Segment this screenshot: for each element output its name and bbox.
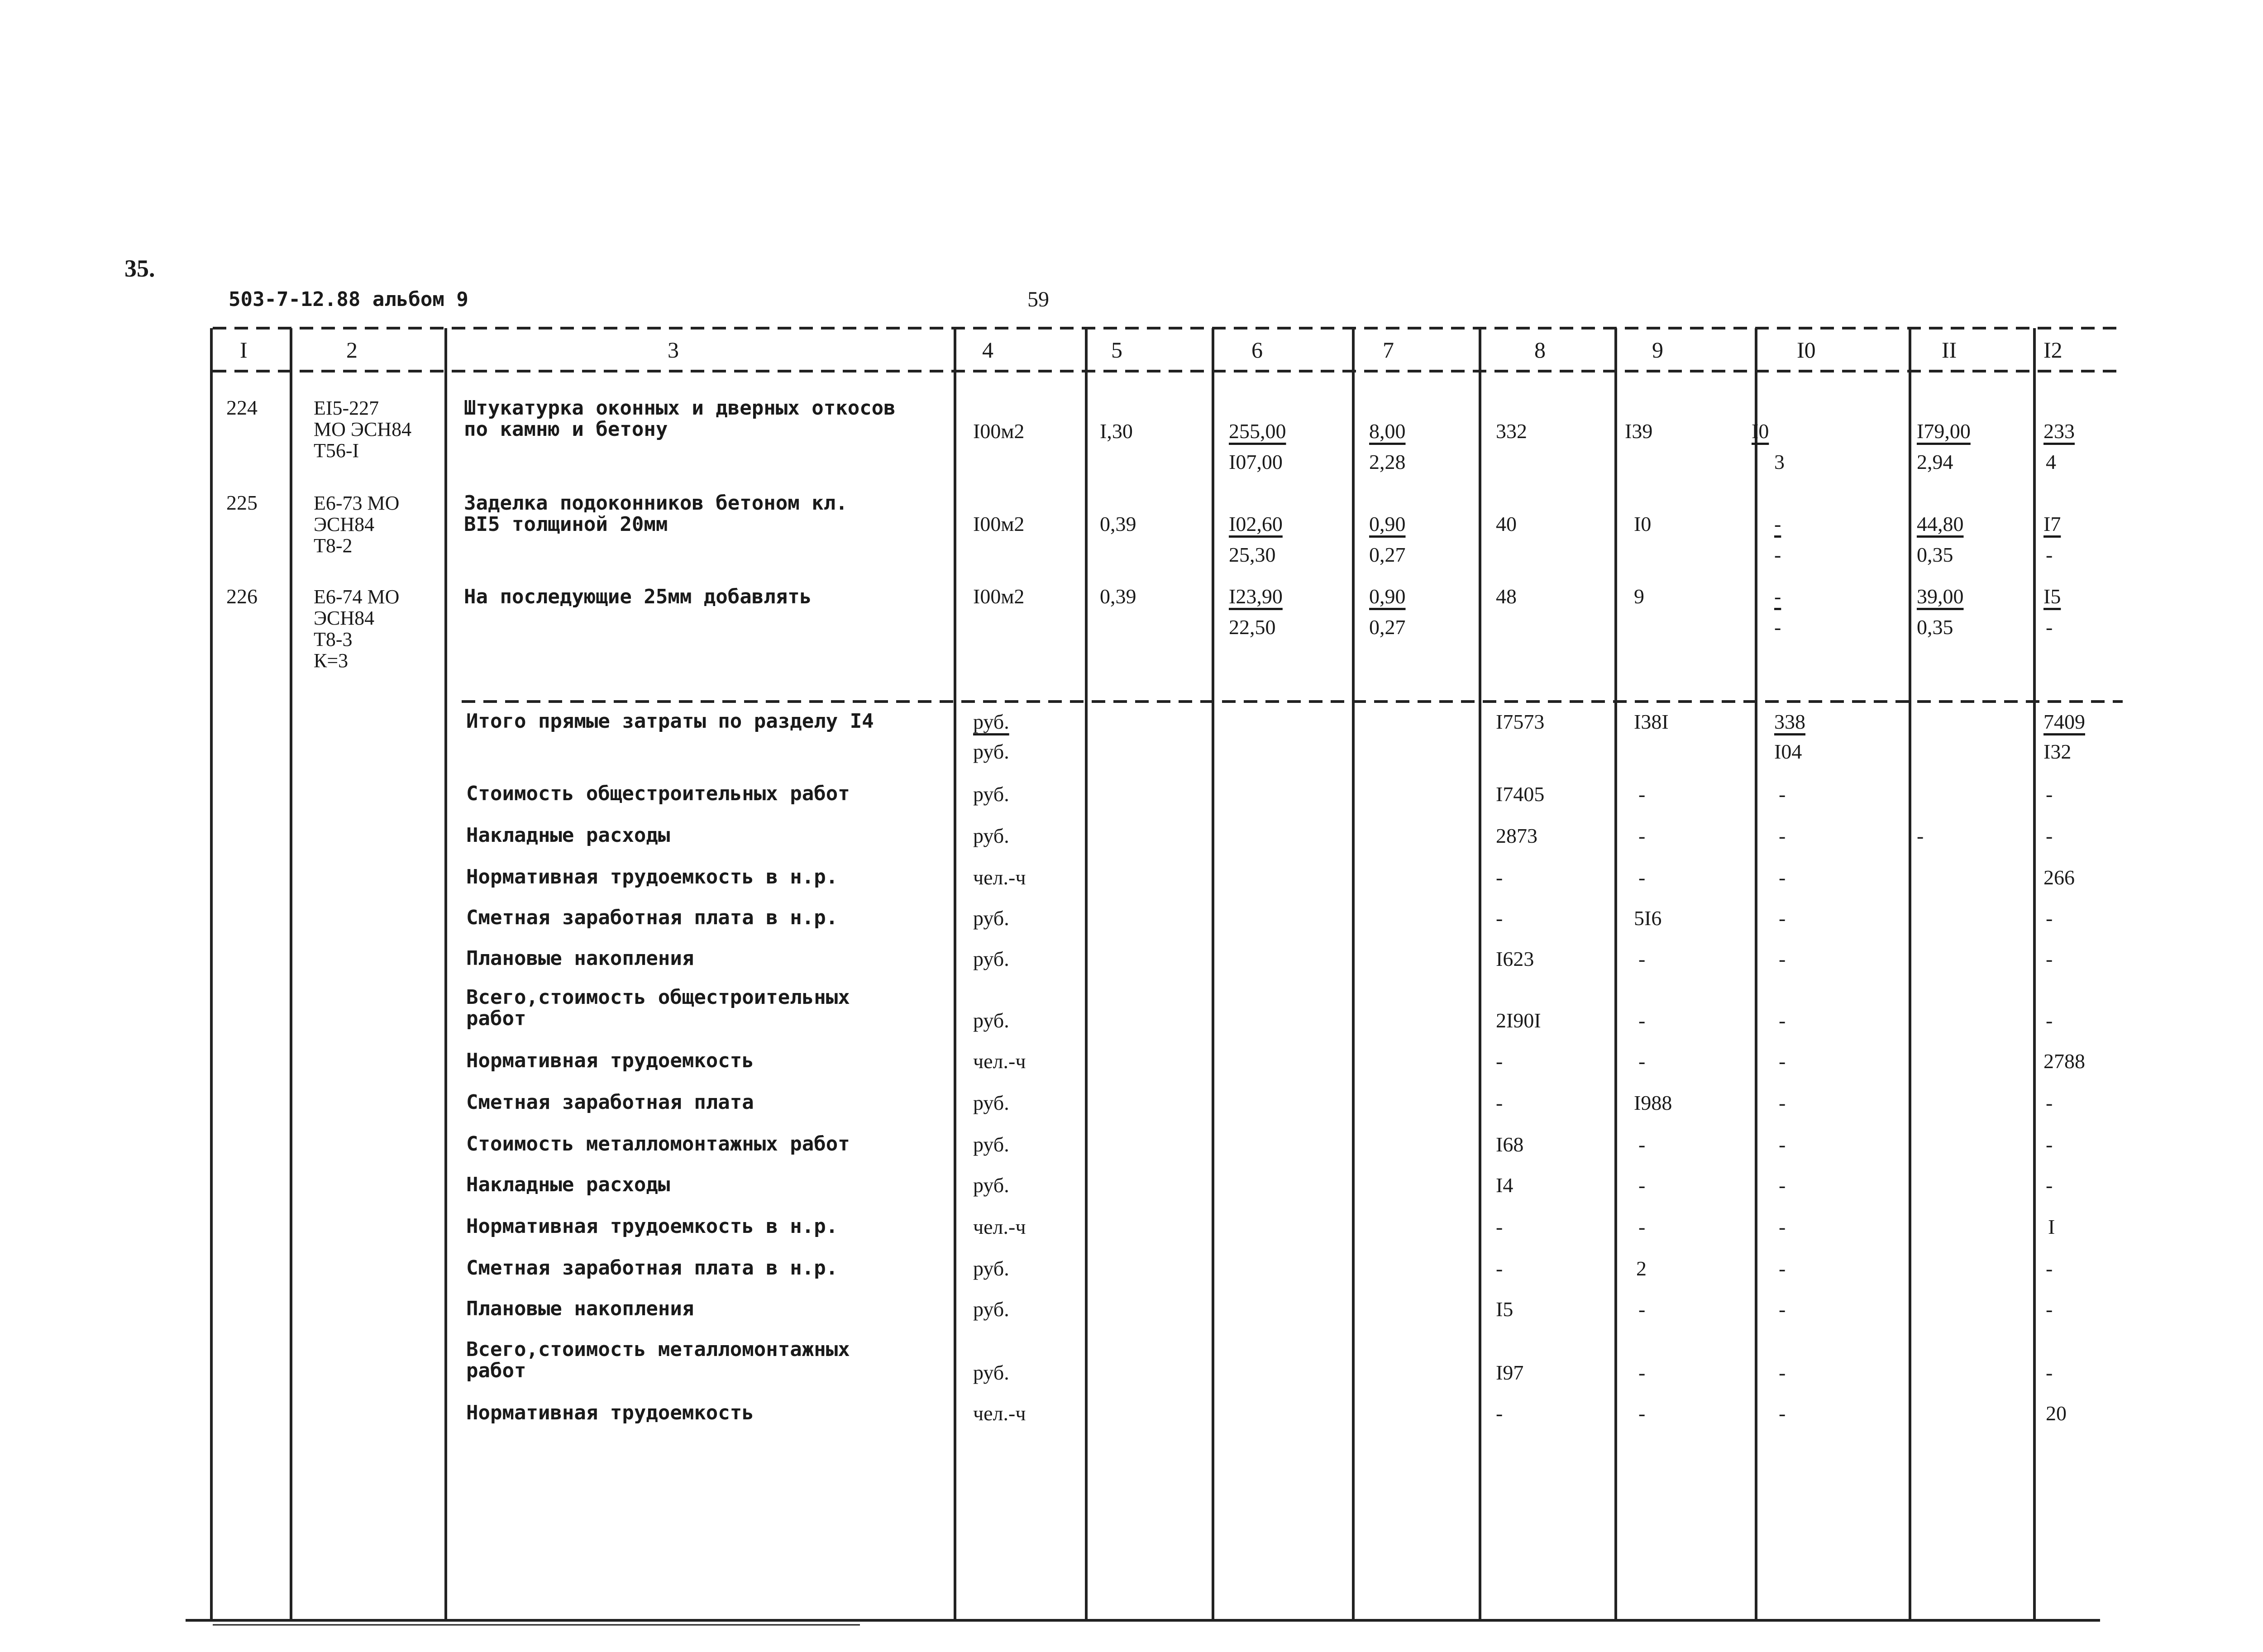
summary-row-c12: 266 (2043, 866, 2075, 889)
summary-row-c12: I (2048, 1215, 2055, 1238)
row-225-c7-top: 0,90 (1369, 512, 1406, 535)
column-header-9: 9 (1652, 337, 1663, 363)
row-226-c11-top: 39,00 (1917, 585, 1964, 608)
summary-row-c9: - (1638, 866, 1646, 889)
row-225-c10-top: - (1774, 512, 1781, 535)
row-225-c9: I0 (1634, 512, 1652, 535)
summary-row-c9: - (1638, 1009, 1646, 1032)
row-224-qty: I,30 (1100, 420, 1133, 443)
summary-row-c9: I988 (1634, 1091, 1672, 1114)
summary-row-c8: I97 (1496, 1361, 1524, 1384)
sheet-number: 59 (1027, 287, 1049, 311)
summary-row-c8: - (1496, 1257, 1503, 1280)
summary-row-unit: чел.-ч (973, 1215, 1026, 1238)
summary-row-label: Всего,стоимость общестроительных работ (466, 986, 850, 1030)
summary-row-c10: - (1779, 1009, 1786, 1032)
row-226-c7-bottom: 0,27 (1369, 616, 1406, 639)
row-224-c8: 332 (1496, 420, 1527, 443)
row-224-c6-top: 255,00 (1229, 420, 1286, 443)
summary-row-label: Сметная заработная плата в н.р. (466, 906, 838, 929)
summary-row-c9: 2 (1636, 1257, 1647, 1280)
row-226-unit: I00м2 (973, 585, 1025, 608)
summary-row-unit: чел.-ч (973, 1050, 1026, 1073)
summary-row-unit: руб. (973, 1298, 1009, 1321)
summary-row-c8: - (1496, 1402, 1503, 1425)
column-header-7: 7 (1383, 337, 1394, 363)
row-225-c6-top: I02,60 (1229, 512, 1283, 535)
row-226-id: 226 (226, 585, 258, 608)
summary-row-c8: - (1496, 907, 1503, 930)
summary-row-c8: I68 (1496, 1133, 1524, 1156)
summary-row-c12: - (2046, 1133, 2053, 1156)
total-c10-top: 338 (1774, 710, 1805, 733)
summary-row-c12: - (2046, 824, 2053, 847)
row-225-unit: I00м2 (973, 512, 1025, 535)
total-c12-bottom: I32 (2043, 740, 2072, 763)
summary-row-label: Нормативная трудоемкость (466, 1401, 754, 1424)
row-224-c10-top: I0 (1752, 420, 1769, 443)
row-224-c12-bottom: 4 (2046, 450, 2056, 473)
row-224-c9: I39 (1625, 420, 1653, 443)
summary-row-label: Нормативная трудоемкость в н.р. (466, 1215, 838, 1238)
summary-row-c10: - (1779, 824, 1786, 847)
summary-row-c10: - (1779, 1257, 1786, 1280)
summary-row-c9: - (1638, 1361, 1646, 1384)
summary-row-c9: - (1638, 1402, 1646, 1425)
document-reference: 503-7-12.88 альбом 9 (229, 288, 468, 311)
row-226-qty: 0,39 (1100, 585, 1136, 608)
summary-row-c8: I4 (1496, 1174, 1513, 1197)
column-header-10: I0 (1797, 337, 1816, 363)
row-226-c11-bottom: 0,35 (1917, 616, 1953, 639)
summary-row-c8: - (1496, 1050, 1503, 1073)
row-224-c11-top: I79,00 (1917, 420, 1971, 443)
row-226-c10-top: - (1774, 585, 1781, 608)
summary-row-c10: - (1779, 1361, 1786, 1384)
summary-row-c10: - (1779, 947, 1786, 970)
summary-row-unit: руб. (973, 907, 1009, 930)
row-226-c6-bottom: 22,50 (1229, 616, 1276, 639)
summary-row-c10: - (1779, 1133, 1786, 1156)
summary-row-c8: I5 (1496, 1298, 1513, 1321)
row-225-c7-bottom: 0,27 (1369, 543, 1406, 566)
total-label: Итого прямые затраты по разделу I4 (466, 710, 874, 733)
row-224-unit: I00м2 (973, 420, 1025, 443)
summary-row-c9: - (1638, 824, 1646, 847)
summary-row-unit: руб. (973, 783, 1009, 806)
summary-row-unit: руб. (973, 1257, 1009, 1280)
summary-row-c12: - (2046, 1009, 2053, 1032)
row-224-c11-bottom: 2,94 (1917, 450, 1953, 473)
row-224-c7-bottom: 2,28 (1369, 450, 1406, 473)
row-224-description: Штукатурка оконных и дверных откосов по камню и бетону (464, 396, 896, 441)
summary-row-c8: - (1496, 866, 1503, 889)
summary-row-unit: чел.-ч (973, 1402, 1026, 1425)
row-225-c12-bottom: - (2046, 543, 2053, 566)
total-c10-bottom: I04 (1774, 740, 1802, 763)
summary-row-c12: 20 (2046, 1402, 2067, 1425)
summary-row-c12: - (2046, 1091, 2053, 1114)
summary-row-label: Нормативная трудоемкость в н.р. (466, 865, 838, 888)
summary-row-c12: 2788 (2043, 1050, 2085, 1073)
row-224-c10-bottom: 3 (1774, 450, 1785, 473)
summary-row-label: Плановые накопления (466, 1297, 694, 1320)
summary-row-unit: руб. (973, 1009, 1009, 1032)
summary-row-c10: - (1779, 1174, 1786, 1197)
row-225-c10-bottom: - (1774, 543, 1781, 566)
summary-row-label: Накладные расходы (466, 824, 670, 847)
row-224-c6-bottom: I07,00 (1229, 450, 1283, 473)
summary-row-c10: - (1779, 907, 1786, 930)
summary-row-unit: руб. (973, 1133, 1009, 1156)
row-224-id: 224 (226, 396, 258, 419)
column-header-3: 3 (668, 337, 679, 363)
summary-row-label: Нормативная трудоемкость (466, 1049, 754, 1072)
summary-row-unit: чел.-ч (973, 866, 1026, 889)
column-header-6: 6 (1251, 337, 1263, 363)
total-unit-2: руб. (973, 740, 1009, 763)
summary-row-c10: - (1779, 1091, 1786, 1114)
column-header-5: 5 (1111, 337, 1122, 363)
row-225-c12-top: I7 (2043, 512, 2061, 535)
summary-row-c8: - (1496, 1091, 1503, 1114)
summary-row-c8: 2873 (1496, 824, 1537, 847)
summary-row-c10: - (1779, 1298, 1786, 1321)
summary-row-unit: руб. (973, 824, 1009, 847)
summary-row-c12: - (2046, 1257, 2053, 1280)
summary-row-c12: - (2046, 1298, 2053, 1321)
summary-row-c9: - (1638, 783, 1646, 806)
summary-row-label: Стоимость общестроительных работ (466, 782, 850, 805)
summary-row-c12: - (2046, 1361, 2053, 1384)
row-225-qty: 0,39 (1100, 512, 1136, 535)
row-226-c6-top: I23,90 (1229, 585, 1283, 608)
row-225-code: E6-73 МО ЭСН84 Т8-2 (314, 492, 400, 557)
row-226-c7-top: 0,90 (1369, 585, 1406, 608)
summary-row-label: Всего,стоимость металломонтажных работ (466, 1338, 850, 1382)
total-c12-top: 7409 (2043, 710, 2085, 733)
summary-row-label: Стоимость металломонтажных работ (466, 1132, 850, 1155)
summary-row-c9: - (1638, 1050, 1646, 1073)
summary-row-unit: руб. (973, 947, 1009, 970)
summary-row-c12: - (2046, 947, 2053, 970)
summary-row-c10: - (1779, 1402, 1786, 1425)
summary-row-c10: - (1779, 783, 1786, 806)
summary-row-c9: 5I6 (1634, 907, 1662, 930)
summary-row-c8: - (1496, 1215, 1503, 1238)
column-header-12: I2 (2043, 337, 2062, 363)
row-225-c11-bottom: 0,35 (1917, 543, 1953, 566)
column-header-11: II (1942, 337, 1957, 363)
row-226-c9: 9 (1634, 585, 1644, 608)
summary-row-c11: - (1917, 824, 1924, 847)
summary-row-unit: руб. (973, 1091, 1009, 1114)
row-225-c8: 40 (1496, 512, 1517, 535)
row-225-c11-top: 44,80 (1917, 512, 1964, 535)
row-226-c12-bottom: - (2046, 616, 2053, 639)
summary-row-label: Сметная заработная плата в н.р. (466, 1256, 838, 1280)
row-225-id: 225 (226, 491, 258, 514)
summary-row-c9: - (1638, 947, 1646, 970)
summary-row-c9: - (1638, 1215, 1646, 1238)
row-226-c10-bottom: - (1774, 616, 1781, 639)
summary-row-c12: - (2046, 783, 2053, 806)
column-header-4: 4 (982, 337, 993, 363)
summary-row-c9: - (1638, 1174, 1646, 1197)
summary-row-c9: - (1638, 1298, 1646, 1321)
row-224-c7-top: 8,00 (1369, 420, 1406, 443)
summary-row-label: Сметная заработная плата (466, 1091, 754, 1114)
row-226-code: E6-74 МО ЭСН84 Т8-3 К=3 (314, 586, 400, 672)
summary-row-c12: - (2046, 907, 2053, 930)
row-225-c6-bottom: 25,30 (1229, 543, 1276, 566)
row-226-c8: 48 (1496, 585, 1517, 608)
row-226-c12-top: I5 (2043, 585, 2061, 608)
summary-row-c8: I623 (1496, 947, 1534, 970)
row-224-c12-top: 233 (2043, 420, 2075, 443)
total-c9: I38I (1634, 710, 1669, 733)
summary-row-label: Накладные расходы (466, 1173, 670, 1196)
summary-row-c10: - (1779, 1215, 1786, 1238)
summary-row-label: Плановые накопления (466, 947, 694, 970)
summary-row-c9: - (1638, 1133, 1646, 1156)
summary-row-c10: - (1779, 866, 1786, 889)
summary-row-unit: руб. (973, 1174, 1009, 1197)
summary-row-unit: руб. (973, 1361, 1009, 1384)
row-224-code: EI5-227 МО ЭСН84 Т56-I (314, 397, 412, 462)
column-header-1: I (240, 337, 248, 363)
total-c8: I7573 (1496, 710, 1545, 733)
column-header-8: 8 (1534, 337, 1546, 363)
total-unit-1: руб. (973, 710, 1009, 733)
row-225-description: Заделка подоконников бетоном кл. BI5 толщиной 20мм (464, 492, 848, 536)
page-number: 35. (124, 255, 155, 282)
summary-row-c8: I7405 (1496, 783, 1545, 806)
summary-row-c10: - (1779, 1050, 1786, 1073)
summary-row-c12: - (2046, 1174, 2053, 1197)
column-header-2: 2 (346, 337, 358, 363)
row-226-description: На последующие 25мм добавлять (464, 585, 812, 608)
summary-row-c8: 2I90I (1496, 1009, 1541, 1032)
